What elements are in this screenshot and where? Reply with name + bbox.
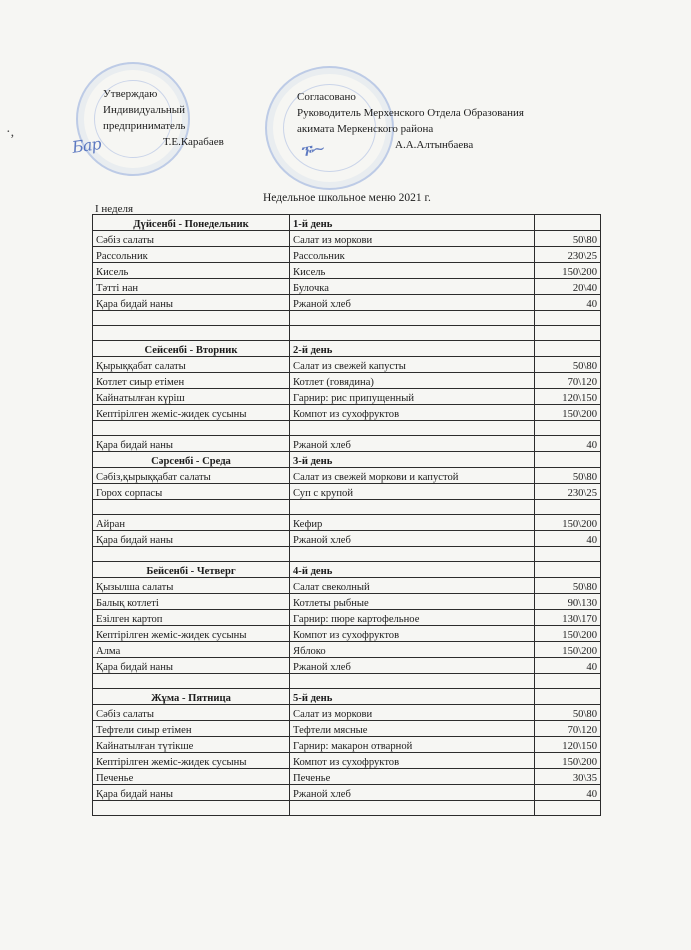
menu-row <box>93 531 601 547</box>
menu-row <box>93 263 601 279</box>
dish-name-ru: Тефтели мясные <box>290 721 535 737</box>
dish-name-kz: Сәбіз салаты <box>93 705 290 721</box>
dish-name-ru: Ржаной хлеб <box>290 436 535 452</box>
day-header-row <box>93 452 601 468</box>
portion-size: 50\80 <box>535 578 601 594</box>
portion-size: 120\150 <box>535 737 601 753</box>
dish-name-kz <box>93 547 290 562</box>
menu-row <box>93 610 601 626</box>
dish-name-kz: Езілген картоп <box>93 610 290 626</box>
day-name-kz: Жұма - Пятница <box>93 689 290 705</box>
portion-size: 230\25 <box>535 247 601 263</box>
week-label: I неделя <box>95 203 134 215</box>
approval-line: Утверждаю <box>103 88 158 100</box>
menu-row <box>93 753 601 769</box>
menu-row <box>93 231 601 247</box>
scan-mark: ·, <box>6 125 15 140</box>
day-name-kz: Сейсенбі - Вторник <box>93 341 290 357</box>
dish-name-ru: Компот из сухофруктов <box>290 626 535 642</box>
menu-row <box>93 515 601 531</box>
dish-name-ru: Яблоко <box>290 642 535 658</box>
document-title: Недельное школьное меню 2021 г. <box>263 192 431 204</box>
portion-size: 40 <box>535 658 601 674</box>
menu-row <box>93 642 601 658</box>
menu-row <box>93 785 601 801</box>
portion-size: 30\35 <box>535 769 601 785</box>
portion-size <box>535 500 601 515</box>
approval-block <box>103 86 224 150</box>
dish-name-ru: Салат из свежей капусты <box>290 357 535 373</box>
dish-name-kz: Кисель <box>93 263 290 279</box>
dish-name-kz: Қара бидай наны <box>93 785 290 801</box>
dish-name-ru: Салат свеколный <box>290 578 535 594</box>
approval-line: предприниматель <box>103 120 186 132</box>
day-number: 3-й день <box>290 452 535 468</box>
menu-row <box>93 279 601 295</box>
weekly-menu-table <box>92 214 601 816</box>
dish-name-kz: Қара бидай наны <box>93 436 290 452</box>
dish-name-kz: Қара бидай наны <box>93 658 290 674</box>
day-header-row <box>93 689 601 705</box>
dish-name-ru: Ржаной хлеб <box>290 658 535 674</box>
header-portion-cell <box>535 341 601 357</box>
dish-name-ru: Котлет (говядина) <box>290 373 535 389</box>
portion-size <box>535 421 601 436</box>
dish-name-kz: Алма <box>93 642 290 658</box>
dish-name-ru: Компот из сухофруктов <box>290 753 535 769</box>
portion-size: 230\25 <box>535 484 601 500</box>
menu-row <box>93 626 601 642</box>
dish-name-kz: Кайнатылған күріш <box>93 389 290 405</box>
menu-row <box>93 769 601 785</box>
portion-size: 70\120 <box>535 373 601 389</box>
menu-row <box>93 658 601 674</box>
header-portion-cell <box>535 452 601 468</box>
portion-size <box>535 311 601 326</box>
dish-name-ru <box>290 326 535 341</box>
menu-row <box>93 547 601 562</box>
portion-size: 150\200 <box>535 405 601 421</box>
dish-name-ru: Салат из моркови <box>290 705 535 721</box>
portion-size: 120\150 <box>535 389 601 405</box>
dish-name-kz: Кайнатылған түтікше <box>93 737 290 753</box>
portion-size: 130\170 <box>535 610 601 626</box>
dish-name-kz: Қызылша салаты <box>93 578 290 594</box>
dish-name-kz: Кептірілген жеміс-жидек сусыны <box>93 626 290 642</box>
agreement-name: А.А.Алтынбаева <box>395 139 474 151</box>
dish-name-ru <box>290 674 535 689</box>
menu-row <box>93 705 601 721</box>
agreement-line: Руководитель Мерхенского Отдела Образования <box>297 107 524 119</box>
dish-name-kz: Тефтели сиыр етімен <box>93 721 290 737</box>
menu-row <box>93 594 601 610</box>
menu-row <box>93 357 601 373</box>
menu-row <box>93 578 601 594</box>
dish-name-kz: Горох сорпасы <box>93 484 290 500</box>
menu-row <box>93 468 601 484</box>
dish-name-ru <box>290 801 535 816</box>
menu-row <box>93 326 601 341</box>
dish-name-kz <box>93 500 290 515</box>
dish-name-ru: Ржаной хлеб <box>290 785 535 801</box>
menu-row <box>93 405 601 421</box>
dish-name-ru: Суп с крупой <box>290 484 535 500</box>
dish-name-ru: Салат из свежей моркови и капустой <box>290 468 535 484</box>
menu-row <box>93 247 601 263</box>
dish-name-ru: Ржаной хлеб <box>290 531 535 547</box>
portion-size: 50\80 <box>535 705 601 721</box>
handwritten-signature: Бар <box>70 134 102 157</box>
portion-size <box>535 326 601 341</box>
dish-name-kz: Сәбіз,қырыққабат салаты <box>93 468 290 484</box>
day-header-row <box>93 562 601 578</box>
day-name-kz: Бейсенбі - Четверг <box>93 562 290 578</box>
dish-name-ru <box>290 311 535 326</box>
dish-name-kz: Кептірілген жеміс-жидек сусыны <box>93 405 290 421</box>
dish-name-kz: Сәбіз салаты <box>93 231 290 247</box>
portion-size: 150\200 <box>535 753 601 769</box>
menu-row <box>93 801 601 816</box>
dish-name-ru: Кисель <box>290 263 535 279</box>
dish-name-ru: Печенье <box>290 769 535 785</box>
dish-name-kz: Айран <box>93 515 290 531</box>
dish-name-ru <box>290 421 535 436</box>
approval-line: Индивидуальный <box>103 104 185 116</box>
portion-size: 40 <box>535 436 601 452</box>
portion-size: 150\200 <box>535 626 601 642</box>
menu-row <box>93 421 601 436</box>
dish-name-kz: Печенье <box>93 769 290 785</box>
day-name-kz: Сәрсенбі - Среда <box>93 452 290 468</box>
portion-size: 40 <box>535 531 601 547</box>
portion-size <box>535 674 601 689</box>
portion-size: 50\80 <box>535 468 601 484</box>
dish-name-ru: Компот из сухофруктов <box>290 405 535 421</box>
menu-row <box>93 295 601 311</box>
dish-name-kz <box>93 421 290 436</box>
dish-name-ru: Кефир <box>290 515 535 531</box>
portion-size: 90\130 <box>535 594 601 610</box>
menu-row <box>93 373 601 389</box>
portion-size: 40 <box>535 295 601 311</box>
portion-size: 150\200 <box>535 515 601 531</box>
dish-name-kz: Қара бидай наны <box>93 531 290 547</box>
agreement-line: акимата Меркенского района <box>297 123 434 135</box>
dish-name-ru: Булочка <box>290 279 535 295</box>
portion-size <box>535 801 601 816</box>
dish-name-ru <box>290 547 535 562</box>
dish-name-kz: Тәтті нан <box>93 279 290 295</box>
handwritten-signature: ᎏ~ <box>298 138 326 161</box>
header-portion-cell <box>535 689 601 705</box>
day-header-row <box>93 341 601 357</box>
portion-size: 70\120 <box>535 721 601 737</box>
day-number: 2-й день <box>290 341 535 357</box>
portion-size: 40 <box>535 785 601 801</box>
dish-name-ru: Гарнир: пюре картофельное <box>290 610 535 626</box>
dish-name-kz: Балық котлеті <box>93 594 290 610</box>
portion-size <box>535 547 601 562</box>
dish-name-ru: Гарнир: макарон отварной <box>290 737 535 753</box>
menu-row <box>93 389 601 405</box>
day-header-row <box>93 215 601 231</box>
menu-row <box>93 721 601 737</box>
menu-row <box>93 436 601 452</box>
day-number: 1-й день <box>290 215 535 231</box>
dish-name-ru: Ржаной хлеб <box>290 295 535 311</box>
portion-size: 20\40 <box>535 279 601 295</box>
day-number: 5-й день <box>290 689 535 705</box>
dish-name-ru: Котлеты рыбные <box>290 594 535 610</box>
dish-name-kz: Кептірілген жеміс-жидек сусыны <box>93 753 290 769</box>
portion-size: 150\200 <box>535 263 601 279</box>
day-number: 4-й день <box>290 562 535 578</box>
dish-name-kz: Котлет сиыр етімен <box>93 373 290 389</box>
dish-name-kz <box>93 326 290 341</box>
menu-row <box>93 674 601 689</box>
agreement-line: Согласовано <box>297 91 356 103</box>
menu-row <box>93 311 601 326</box>
menu-row <box>93 484 601 500</box>
day-name-kz: Дүйсенбі - Понедельник <box>93 215 290 231</box>
dish-name-kz: Рассольник <box>93 247 290 263</box>
dish-name-kz <box>93 674 290 689</box>
portion-size: 50\80 <box>535 231 601 247</box>
dish-name-kz <box>93 311 290 326</box>
portion-size: 50\80 <box>535 357 601 373</box>
dish-name-kz: Қара бидай наны <box>93 295 290 311</box>
header-portion-cell <box>535 562 601 578</box>
dish-name-kz: Қырыққабат салаты <box>93 357 290 373</box>
header-portion-cell <box>535 215 601 231</box>
approver-name: Т.Е.Карабаев <box>163 136 224 148</box>
agreement-block <box>297 89 524 153</box>
dish-name-ru: Салат из моркови <box>290 231 535 247</box>
dish-name-ru: Рассольник <box>290 247 535 263</box>
portion-size: 150\200 <box>535 642 601 658</box>
dish-name-kz <box>93 801 290 816</box>
dish-name-ru: Гарнир: рис припущенный <box>290 389 535 405</box>
dish-name-ru <box>290 500 535 515</box>
menu-row <box>93 737 601 753</box>
menu-row <box>93 500 601 515</box>
